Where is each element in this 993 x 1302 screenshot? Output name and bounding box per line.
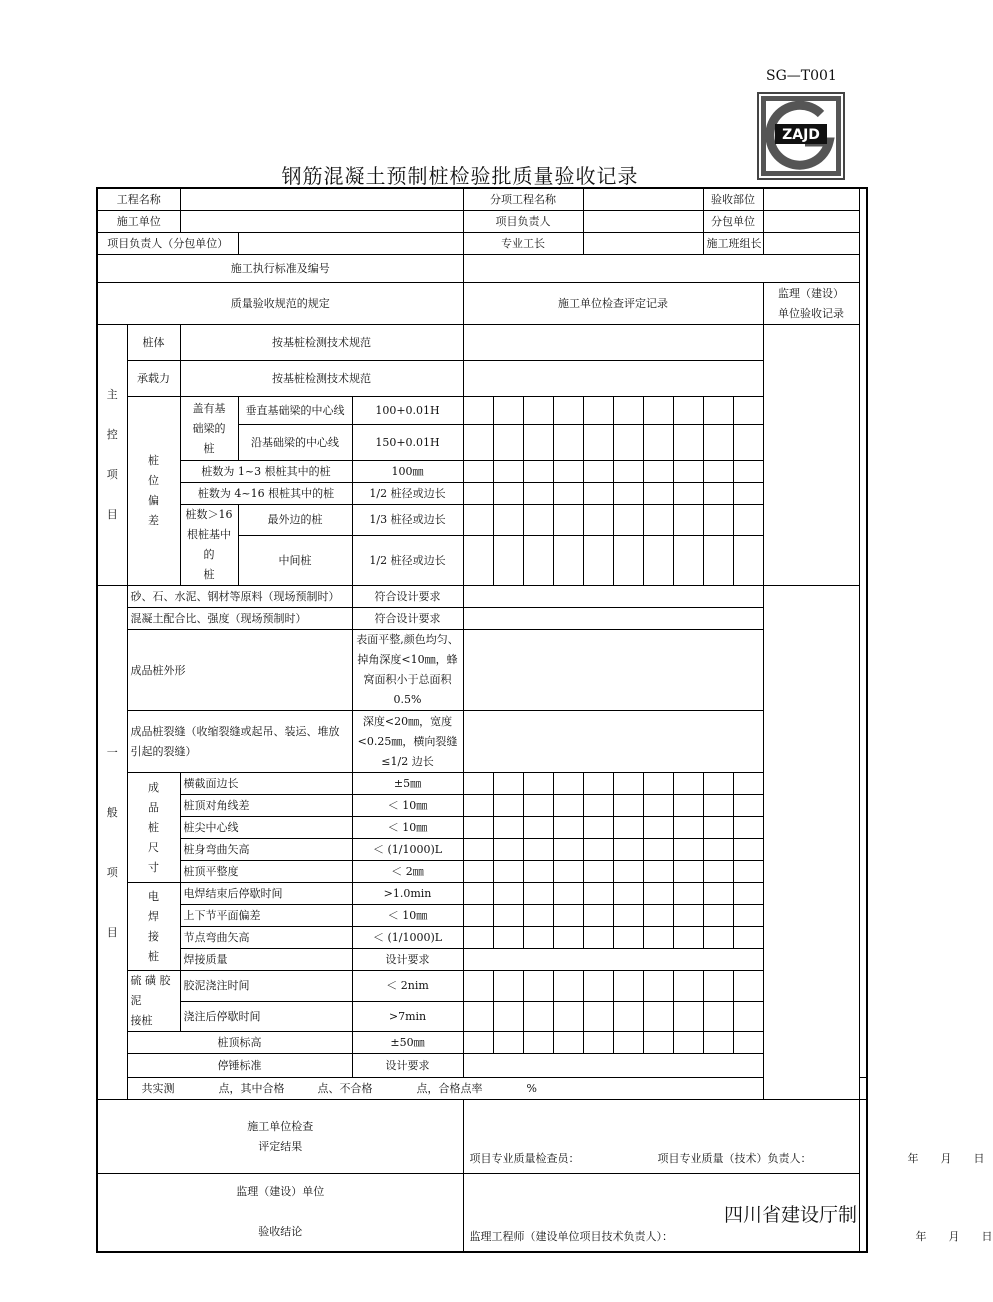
cell[interactable]: [463, 1001, 493, 1032]
cell[interactable]: [553, 927, 583, 949]
supervision-line-1: 监理（建设）: [778, 286, 845, 300]
cell[interactable]: [523, 425, 553, 461]
cell[interactable]: [703, 461, 733, 483]
supervision-general[interactable]: [763, 586, 859, 1100]
record-pile-body[interactable]: [463, 325, 763, 361]
label-weld-pause: 电焊结束后停歇时间: [180, 883, 352, 905]
label-mix: 混凝土配合比、强度（现场预制时）: [127, 608, 352, 630]
cell[interactable]: [613, 773, 643, 795]
cell[interactable]: [673, 927, 703, 949]
document-code: SG—T001: [766, 68, 837, 84]
label-flat: 桩顶平整度: [180, 861, 352, 883]
cell[interactable]: [493, 839, 523, 861]
cell[interactable]: [523, 535, 553, 585]
field-construction-unit[interactable]: [180, 211, 463, 233]
value-mix: 符合设计要求: [352, 608, 463, 630]
record-bearing[interactable]: [463, 361, 763, 397]
cell[interactable]: [553, 461, 583, 483]
cell[interactable]: [673, 905, 703, 927]
cell[interactable]: [733, 905, 763, 927]
cell[interactable]: [703, 905, 733, 927]
cell[interactable]: [733, 817, 763, 839]
cell[interactable]: [703, 861, 733, 883]
cell[interactable]: [553, 397, 583, 425]
field-project-manager-sub[interactable]: [238, 233, 463, 255]
cell[interactable]: [703, 773, 733, 795]
cell[interactable]: [673, 1032, 703, 1054]
logo-text: ZAJD: [782, 127, 820, 143]
cell[interactable]: [583, 483, 613, 505]
cell[interactable]: [643, 773, 673, 795]
value-diag: ＜ 10㎜: [352, 795, 463, 817]
cell[interactable]: [583, 773, 613, 795]
cell[interactable]: [553, 483, 583, 505]
cell[interactable]: [553, 971, 583, 1002]
field-sub-project[interactable]: [583, 188, 703, 211]
cell[interactable]: [673, 505, 703, 536]
value-plane: ＜ 10㎜: [352, 905, 463, 927]
cell[interactable]: [463, 1032, 493, 1054]
page-title: 钢筋混凝土预制桩检验批质量验收记录: [281, 164, 639, 188]
cell[interactable]: [673, 839, 703, 861]
cell[interactable]: [583, 425, 613, 461]
tech-lead-signature: 项目专业质量（技术）负责人：: [657, 1152, 812, 1165]
cell[interactable]: [643, 927, 673, 949]
value-tip: ＜ 10㎜: [352, 817, 463, 839]
record-mix[interactable]: [463, 608, 763, 630]
label-acceptance-part: 验收部位: [703, 188, 763, 211]
cell[interactable]: [613, 905, 643, 927]
cell[interactable]: [583, 883, 613, 905]
cell[interactable]: [673, 861, 703, 883]
field-subcontract-unit[interactable]: [763, 211, 859, 233]
cell[interactable]: [643, 535, 673, 585]
cell[interactable]: [613, 535, 643, 585]
cell[interactable]: [463, 839, 493, 861]
cell[interactable]: [463, 817, 493, 839]
label-middle: 中间桩: [238, 535, 352, 585]
cell[interactable]: [463, 905, 493, 927]
cell[interactable]: [553, 535, 583, 585]
cell[interactable]: [733, 927, 763, 949]
label-project-name: 工程名称: [97, 188, 180, 211]
cell[interactable]: [583, 397, 613, 425]
cell[interactable]: [703, 425, 733, 461]
label-subcontract-unit: 分包单位: [703, 211, 763, 233]
value-materials: 符合设计要求: [352, 586, 463, 608]
spec-pile-body: 按基桩检测技术规范: [180, 325, 463, 361]
cell[interactable]: [553, 861, 583, 883]
cell[interactable]: [463, 535, 493, 585]
record-crack[interactable]: [463, 711, 763, 773]
cell[interactable]: [613, 795, 643, 817]
supervision-main[interactable]: [763, 325, 859, 586]
label-n416: 桩数为 4~16 根桩其中的桩: [180, 483, 352, 505]
result-area[interactable]: [463, 1100, 985, 1174]
cell[interactable]: [463, 425, 493, 461]
label-pour: 胶泥浇注时间: [180, 971, 352, 1002]
cell[interactable]: [523, 971, 553, 1002]
cell[interactable]: [523, 397, 553, 425]
cell[interactable]: [613, 461, 643, 483]
label-stop: 停锤标准: [127, 1054, 352, 1078]
cell[interactable]: [493, 397, 523, 425]
label-crack: 成品桩裂缝（收缩裂缝或起吊、装运、堆放 引起的裂缝）: [127, 711, 352, 773]
main-items-label: 主 控 项 目: [97, 325, 127, 586]
cell[interactable]: [673, 971, 703, 1002]
cell[interactable]: [553, 773, 583, 795]
cell[interactable]: [553, 839, 583, 861]
label-deviation: 桩 位 偏 差: [127, 397, 180, 586]
cell[interactable]: [523, 905, 553, 927]
cell[interactable]: [583, 505, 613, 536]
value-cross: ±5㎜: [352, 773, 463, 795]
cell[interactable]: [733, 839, 763, 861]
label-pile-body: 桩体: [127, 325, 180, 361]
value-joint-bend: ＜ (1/1000)L: [352, 927, 463, 949]
cell[interactable]: [493, 535, 523, 585]
cell[interactable]: [733, 397, 763, 425]
cell[interactable]: [493, 483, 523, 505]
label-appearance: 成品桩外形: [127, 630, 352, 711]
cell[interactable]: [463, 883, 493, 905]
cell[interactable]: [463, 461, 493, 483]
cell[interactable]: [613, 883, 643, 905]
cell[interactable]: [523, 483, 553, 505]
cell[interactable]: [553, 795, 583, 817]
label-vertical: 垂直基础梁的中心线: [238, 397, 352, 425]
label-bearing: 承载力: [127, 361, 180, 397]
value-vertical: 100+0.01H: [352, 397, 463, 425]
cell[interactable]: [553, 905, 583, 927]
spec-bearing: 按基桩检测技术规范: [180, 361, 463, 397]
label-check-record: 施工单位检查评定记录: [463, 283, 763, 325]
cell[interactable]: [523, 773, 553, 795]
cell[interactable]: [673, 817, 703, 839]
cell[interactable]: [643, 839, 673, 861]
cell[interactable]: [463, 927, 493, 949]
cell[interactable]: [613, 397, 643, 425]
cell[interactable]: [703, 397, 733, 425]
cell[interactable]: [493, 773, 523, 795]
cell[interactable]: [643, 817, 673, 839]
label-team-leader: 施工班组长: [703, 233, 763, 255]
cell[interactable]: [613, 861, 643, 883]
cell[interactable]: [613, 1032, 643, 1054]
cell[interactable]: [493, 505, 523, 536]
field-project-manager[interactable]: [583, 211, 703, 233]
label-plane: 上下节平面偏差: [180, 905, 352, 927]
cell[interactable]: [523, 927, 553, 949]
value-weld-pause: >1.0min: [352, 883, 463, 905]
label-project-manager: 项目负责人: [463, 211, 583, 233]
label-project-manager-sub: 项目负责人（分包单位）: [97, 233, 238, 255]
cell[interactable]: [613, 971, 643, 1002]
cell[interactable]: [583, 795, 613, 817]
cell[interactable]: [493, 425, 523, 461]
cell[interactable]: [703, 883, 733, 905]
cell[interactable]: [523, 795, 553, 817]
cell[interactable]: [493, 461, 523, 483]
cell[interactable]: [703, 483, 733, 505]
cell[interactable]: [703, 839, 733, 861]
cell[interactable]: [673, 483, 703, 505]
cell[interactable]: [523, 817, 553, 839]
cell[interactable]: [613, 839, 643, 861]
label-conclusion: 监理（建设）单位 验收结论: [97, 1174, 463, 1252]
label-cap-beam: 盖有基 础梁的 桩: [180, 397, 238, 461]
cell[interactable]: [733, 1001, 763, 1032]
cell[interactable]: [643, 425, 673, 461]
cell[interactable]: [673, 425, 703, 461]
field-project-name[interactable]: [180, 188, 463, 211]
label-spec-rule: 质量验收规范的规定: [97, 283, 463, 325]
cell[interactable]: [523, 883, 553, 905]
label-diag: 桩顶对角线差: [180, 795, 352, 817]
cell[interactable]: [463, 397, 493, 425]
label-cross: 横截面边长: [180, 773, 352, 795]
cell[interactable]: [643, 905, 673, 927]
cell[interactable]: [493, 817, 523, 839]
record-weld-quality[interactable]: [463, 949, 763, 971]
cell[interactable]: [643, 1032, 673, 1054]
field-acceptance-part[interactable]: [763, 188, 859, 211]
label-weld-group: 电 焊 接 桩: [127, 883, 180, 971]
cell[interactable]: [613, 1001, 643, 1032]
label-gt16: 桩数＞16 根桩基中的 桩: [180, 505, 238, 586]
cell[interactable]: [703, 927, 733, 949]
cell[interactable]: [643, 971, 673, 1002]
label-joint-bend: 节点弯曲矢高: [180, 927, 352, 949]
cell[interactable]: [733, 425, 763, 461]
label-after-pour: 浇注后停歇时间: [180, 1001, 352, 1032]
label-materials: 砂、石、水泥、钢材等原料（现场预制时）: [127, 586, 352, 608]
cell[interactable]: [643, 883, 673, 905]
cell[interactable]: [583, 971, 613, 1002]
label-sulfur: 硫 磺 胶 泥 接桩: [127, 971, 180, 1032]
value-along: 150+0.01H: [352, 425, 463, 461]
cell[interactable]: [493, 861, 523, 883]
cell[interactable]: [673, 397, 703, 425]
value-top-elev: ±50㎜: [352, 1032, 463, 1054]
label-n13: 桩数为 1~3 根桩其中的桩: [180, 461, 352, 483]
field-team-leader[interactable]: [763, 233, 859, 255]
cell[interactable]: [703, 1001, 733, 1032]
record-materials[interactable]: [463, 586, 763, 608]
cell[interactable]: [673, 461, 703, 483]
cell[interactable]: [733, 461, 763, 483]
label-standard: 施工执行标准及编号: [97, 255, 463, 283]
cell[interactable]: [643, 483, 673, 505]
cell[interactable]: [583, 927, 613, 949]
field-foreman[interactable]: [583, 233, 703, 255]
cell[interactable]: [553, 817, 583, 839]
cell[interactable]: [583, 461, 613, 483]
value-flat: ＜ 2㎜: [352, 861, 463, 883]
cell[interactable]: [703, 817, 733, 839]
label-outer: 最外边的桩: [238, 505, 352, 536]
cell[interactable]: [583, 1032, 613, 1054]
cell[interactable]: [703, 505, 733, 536]
cell[interactable]: [733, 795, 763, 817]
cell[interactable]: [733, 1032, 763, 1054]
cell[interactable]: [643, 505, 673, 536]
cell[interactable]: [643, 397, 673, 425]
result-date: 年 月 日: [907, 1152, 985, 1165]
cell[interactable]: [583, 905, 613, 927]
value-pour: ＜ 2nim: [352, 971, 463, 1002]
cell[interactable]: [463, 861, 493, 883]
value-middle: 1/2 桩径或边长: [352, 535, 463, 585]
value-n13: 100㎜: [352, 461, 463, 483]
cell[interactable]: [493, 795, 523, 817]
label-bend: 桩身弯曲矢高: [180, 839, 352, 861]
cell[interactable]: [643, 861, 673, 883]
summary-line: 共实测 点，其中合格 点、不合格 点，合格点率 %: [127, 1078, 867, 1100]
cell[interactable]: [673, 795, 703, 817]
cell[interactable]: [493, 1032, 523, 1054]
cell[interactable]: [583, 839, 613, 861]
cell[interactable]: [733, 535, 763, 585]
cell[interactable]: [553, 1032, 583, 1054]
value-after-pour: >7min: [352, 1001, 463, 1032]
label-result: 施工单位检查 评定结果: [97, 1100, 463, 1174]
value-crack: 深度<20㎜，宽度 <0.25㎜，横向裂缝 ≤1/2 边长: [352, 711, 463, 773]
cell[interactable]: [493, 927, 523, 949]
value-bend: ＜ (1/1000)L: [352, 839, 463, 861]
cell[interactable]: [523, 861, 553, 883]
inspector-signature: 项目专业质量检查员：: [469, 1152, 580, 1165]
cell[interactable]: [523, 1001, 553, 1032]
cell[interactable]: [613, 505, 643, 536]
cell[interactable]: [703, 795, 733, 817]
cell[interactable]: [613, 927, 643, 949]
cell[interactable]: [703, 1032, 733, 1054]
cell[interactable]: [463, 505, 493, 536]
cell[interactable]: [733, 861, 763, 883]
cell[interactable]: [733, 883, 763, 905]
cell[interactable]: [553, 1001, 583, 1032]
cell[interactable]: [553, 505, 583, 536]
cell[interactable]: [523, 505, 553, 536]
cell[interactable]: [493, 905, 523, 927]
cell[interactable]: [493, 1001, 523, 1032]
engineer-signature: 监理工程师（建设单位项目技术负责人）：: [469, 1229, 674, 1243]
cell[interactable]: [523, 839, 553, 861]
cell[interactable]: [673, 773, 703, 795]
label-foreman: 专业工长: [463, 233, 583, 255]
cell[interactable]: [493, 883, 523, 905]
label-tip: 桩尖中心线: [180, 817, 352, 839]
label-size-group: 成 品 桩 尺 寸: [127, 773, 180, 883]
cell[interactable]: [673, 883, 703, 905]
label-top-elev: 桩顶标高: [127, 1032, 352, 1054]
label-weld-quality: 焊接质量: [180, 949, 352, 971]
value-n416: 1/2 桩径或边长: [352, 483, 463, 505]
cell[interactable]: [643, 461, 673, 483]
cell[interactable]: [613, 817, 643, 839]
label-supervision: [763, 283, 859, 325]
value-outer: 1/3 桩径或边长: [352, 505, 463, 536]
cell[interactable]: [733, 971, 763, 1002]
cell[interactable]: [733, 505, 763, 536]
conclusion-date: 年 月 日: [915, 1229, 993, 1243]
cell[interactable]: [523, 461, 553, 483]
cell[interactable]: [553, 425, 583, 461]
cell[interactable]: [463, 483, 493, 505]
cell[interactable]: [583, 817, 613, 839]
value-appearance: 表面平整,颜色均匀、 掉角深度<10㎜，蜂 窝面积小于总面积 0.5%: [352, 630, 463, 711]
cell[interactable]: [673, 535, 703, 585]
cell[interactable]: [553, 883, 583, 905]
field-standard[interactable]: [463, 255, 859, 283]
cell[interactable]: [613, 483, 643, 505]
cell[interactable]: [463, 971, 493, 1002]
value-stop: 设计要求: [352, 1054, 463, 1078]
cell[interactable]: [703, 535, 733, 585]
record-appearance[interactable]: [463, 630, 763, 711]
label-along: 沿基础梁的中心线: [238, 425, 352, 461]
cell[interactable]: [733, 483, 763, 505]
cell[interactable]: [733, 773, 763, 795]
cell[interactable]: [583, 535, 613, 585]
cell[interactable]: [673, 1001, 703, 1032]
label-sub-project: 分项工程名称: [463, 188, 583, 211]
cell[interactable]: [583, 1001, 613, 1032]
cell[interactable]: [613, 425, 643, 461]
cell[interactable]: [523, 1032, 553, 1054]
issuer-footer: 四川省建设厅制: [724, 1204, 858, 1226]
supervision-line-2: 单位验收记录: [778, 306, 845, 320]
cell[interactable]: [463, 795, 493, 817]
inspection-form: [96, 187, 993, 1253]
cell[interactable]: [463, 773, 493, 795]
cell[interactable]: [493, 971, 523, 1002]
value-weld-quality: 设计要求: [352, 949, 463, 971]
record-stop[interactable]: [463, 1054, 763, 1078]
cell[interactable]: [643, 795, 673, 817]
cell[interactable]: [703, 971, 733, 1002]
label-construction-unit: 施工单位: [97, 211, 180, 233]
cell[interactable]: [583, 861, 613, 883]
cell[interactable]: [643, 1001, 673, 1032]
general-items-label: 一 般 项 目: [97, 586, 127, 1100]
